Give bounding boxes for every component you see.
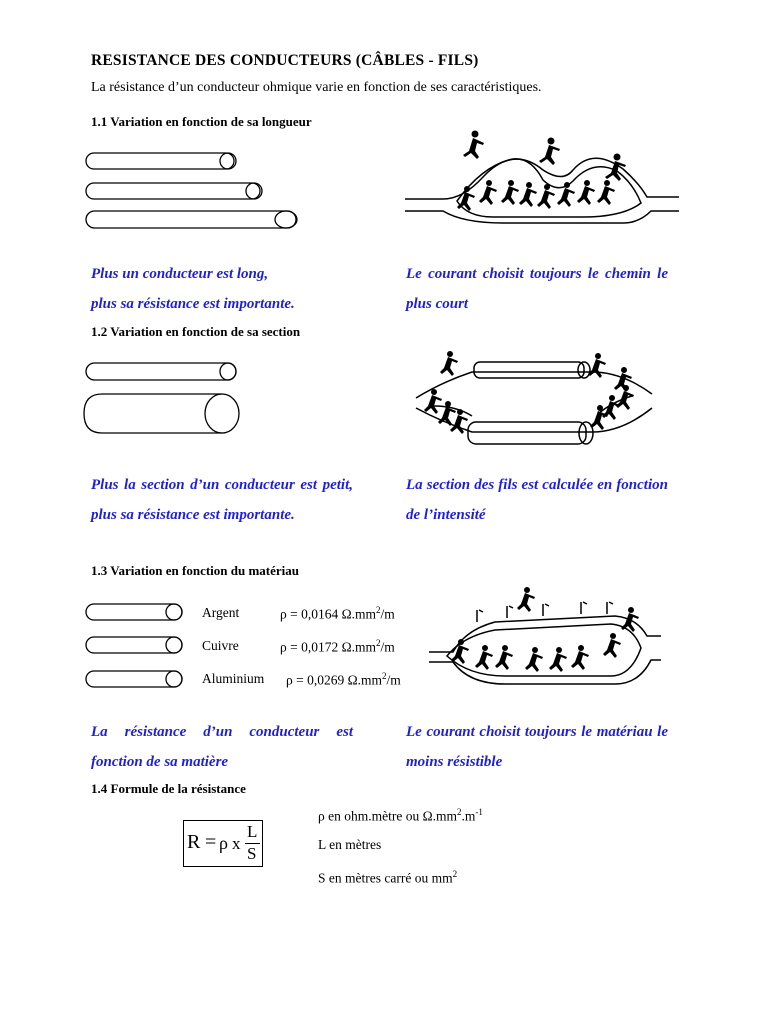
formula-numerator: L — [247, 822, 258, 841]
page-title: RESISTANCE DES CONDUCTEURS (CÂBLES - FILS) — [91, 52, 479, 69]
material-argent-rho: ρ = 0,0164 $\Omega.mm^2/m$ — [280, 605, 395, 622]
section-conductors-illustration — [80, 360, 250, 440]
section-1-3-heading: 1.3 Variation en fonction du matériau — [91, 563, 300, 578]
section-1-4-heading: 1.4 Formule de la résistance — [91, 781, 246, 796]
section-1-1-right-text: Le courant choisit toujours le chemin le plus court — [406, 266, 668, 312]
section-1-3-right-text: Le courant choisit toujours le matériau le moins résistible — [406, 724, 668, 770]
formula-rho: ρ — [219, 833, 228, 853]
runners-material-illustration — [425, 586, 665, 696]
unit-length: L en mètres — [318, 837, 382, 852]
section-1-1-left-line2: plus sa résistance est importante. — [91, 296, 295, 312]
material-cuivre-rho: ρ = 0,0172 $\Omega.mm^2/m$ — [280, 638, 395, 655]
length-conductors-illustration — [80, 148, 310, 228]
unit-section: S en mètres carré ou $mm^2$ — [318, 869, 458, 886]
section-1-1-heading: 1.1 Variation en fonction de sa longueur — [91, 114, 312, 129]
material-argent-name: Argent — [202, 605, 240, 620]
formula-denominator: S — [247, 844, 257, 863]
runners-shortest-path-illustration — [403, 125, 683, 225]
runners-section-illustration — [412, 346, 662, 456]
formula-times: x — [232, 834, 241, 853]
formula-lhs: R — [187, 831, 201, 853]
material-aluminium-rho: ρ = 0,0269 $\Omega.mm^2/m$ — [286, 671, 401, 688]
material-cuivre-name: Cuivre — [202, 638, 239, 653]
intro-text: La résistance d’un conducteur ohmique varie en fonction de ses caractéristiques. — [91, 80, 542, 95]
material-conductors-illustration — [80, 600, 190, 690]
section-1-2-left-text: Plus la section d’un conducteur est petit, plus sa résistance est importante. — [91, 477, 353, 523]
section-1-3-left-text: La résistance d’un conducteur est fonction de sa matière — [91, 724, 353, 770]
formula-eq: = — [205, 831, 217, 853]
runner-figures — [457, 131, 626, 212]
material-aluminium-name: Aluminium — [202, 671, 265, 686]
section-1-2-heading: 1.2 Variation en fonction de sa section — [91, 324, 301, 339]
resistance-formula-box — [183, 820, 263, 867]
section-1-1-left-line1: Plus un conducteur est long, — [91, 266, 269, 282]
unit-rho: ρ en ohm.mètre ou $\Omega.mm^2.m^{-1}$ — [318, 807, 483, 824]
section-1-2-right-text: La section des fils est calculée en fonction de l’intensité — [406, 477, 668, 523]
